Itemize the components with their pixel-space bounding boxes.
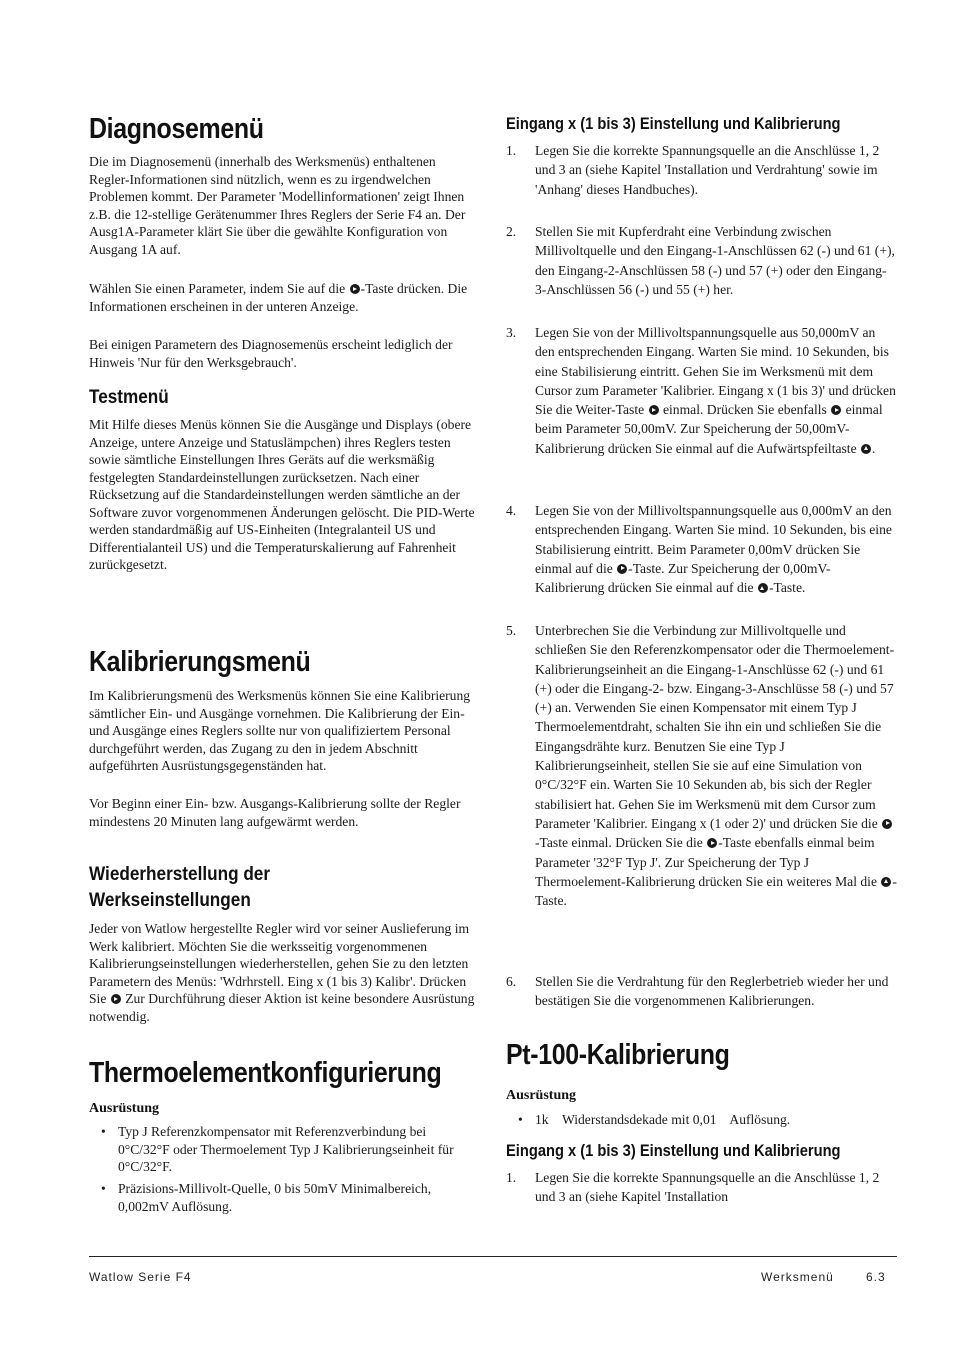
next-key-icon xyxy=(882,819,892,829)
diagnose-paragraph-2: Wählen Sie einen Parameter, indem Sie auf die -Taste drücken. Die Informationen erscheinen in der unteren Anzeige. xyxy=(89,281,468,314)
footer-left: Watlow Serie F4 xyxy=(89,1270,192,1284)
heading-wiederherstellung: Wiederherstellung der Werkseinstellungen xyxy=(89,863,271,911)
up-arrow-key-icon xyxy=(861,444,871,454)
next-key-icon xyxy=(831,405,841,415)
heading-thermoelementkonfigurierung: Thermoelementkonfigurierung xyxy=(89,1057,442,1089)
next-key-icon xyxy=(649,405,659,415)
kalib-paragraph-1: Im Kalibrierungsmenü des Werksmenüs können Sie eine Kalibrierung sämtlicher Ein- und Ausgänge vornehmen. Die Kalibrierung der Ein- und Ausgänge eines Reglers sollte nur von qualifiziertem Personal durchgeführt werden, das Zugang zu den in jedem Abschnitt aufgeführten Ausrüstungsgegenständen hat. xyxy=(89,688,471,773)
heading-diagnosemenu: Diagnosemenü xyxy=(89,113,264,145)
footer-divider xyxy=(89,1256,897,1257)
heading-testmenu: Testmenü xyxy=(89,386,169,408)
thermo-equipment-label: Ausrüstung xyxy=(89,1101,160,1116)
up-arrow-key-icon xyxy=(758,583,768,593)
up-arrow-key-icon xyxy=(881,877,891,887)
kalib-paragraph-2: Vor Beginn einer Ein- bzw. Ausgangs-Kalibrierung sollte der Regler mindestens 20 Minuten lang aufgewärmt werden. xyxy=(89,796,461,829)
next-key-icon xyxy=(111,994,121,1004)
diagnose-paragraph-3: Bei einigen Parametern des Diagnosemenüs erscheint lediglich der Hinweis 'Nur für den Werksgebrauch'. xyxy=(89,337,453,370)
heading-pt100: Pt-100-Kalibrierung xyxy=(506,1039,730,1071)
pt100-equipment-label: Ausrüstung xyxy=(506,1088,577,1103)
next-key-icon xyxy=(617,564,627,574)
heading-kalibrierungsmenu: Kalibrierungsmenü xyxy=(89,646,311,678)
footer-section: Werksmenü xyxy=(761,1270,834,1284)
next-key-icon xyxy=(350,284,360,294)
test-paragraph-1: Mit Hilfe dieses Menüs können Sie die Ausgänge und Displays (obere Anzeige, untere Anzeige und Statuslämpchen) ihres Reglers testen sowie sämtliche Einstellungen Ihres Geräts auf die werksmäßig festgelegten Standardeinstellungen zurücksetzen. Nach einer Rücksetzung auf die Standardeinstellungen werden sämtliche an der Software zuvor vorgenommenen Änderungen gelöscht. Die PID-Werte werden standardmäßig auf US-Einheiten (Integralanteil US und Differentialanteil US) und die Temperaturskalierung auf Fahrenheit zurückgesetzt. xyxy=(89,417,475,572)
heading-eingang-einstellung: Eingang x (1 bis 3) Einstellung und Kalibrierung xyxy=(506,115,841,133)
diagnose-paragraph-1: Die im Diagnosemenü (innerhalb des Werksmenüs) enthaltenen Regler-Informationen sind nützlich, wenn es zu irgendwelchen Problemen kommt. Der Parameter 'Modellinformationen' zeigt Ihnen z.B. die 12-stellige Gerätenummer Ihres Reglers der Serie F4 an. Der Ausg1A-Parameter klärt Sie über die gewählte Konfiguration von Ausgang 1A auf. xyxy=(89,154,466,257)
restore-paragraph-1: Jeder von Watlow hergestellte Regler wird vor seiner Auslieferung im Werk kalibriert. Möchten Sie die werksseitig vorgenommenen Kalibrierungseinstellungen wiederherstellen, gehen Sie zu den letzten Parametern des Menüs: 'Wdrhrstell. Eing x (1 bis 3) Kalibr'. Drücken Sie Zur Durchführung dieser Aktion ist keine besondere Ausrüstung notwendig. xyxy=(89,921,475,1024)
heading-pt100-eingang: Eingang x (1 bis 3) Einstellung und Kalibrierung xyxy=(506,1142,841,1160)
next-key-icon xyxy=(707,838,717,848)
page-number: 6.3 xyxy=(866,1270,886,1284)
